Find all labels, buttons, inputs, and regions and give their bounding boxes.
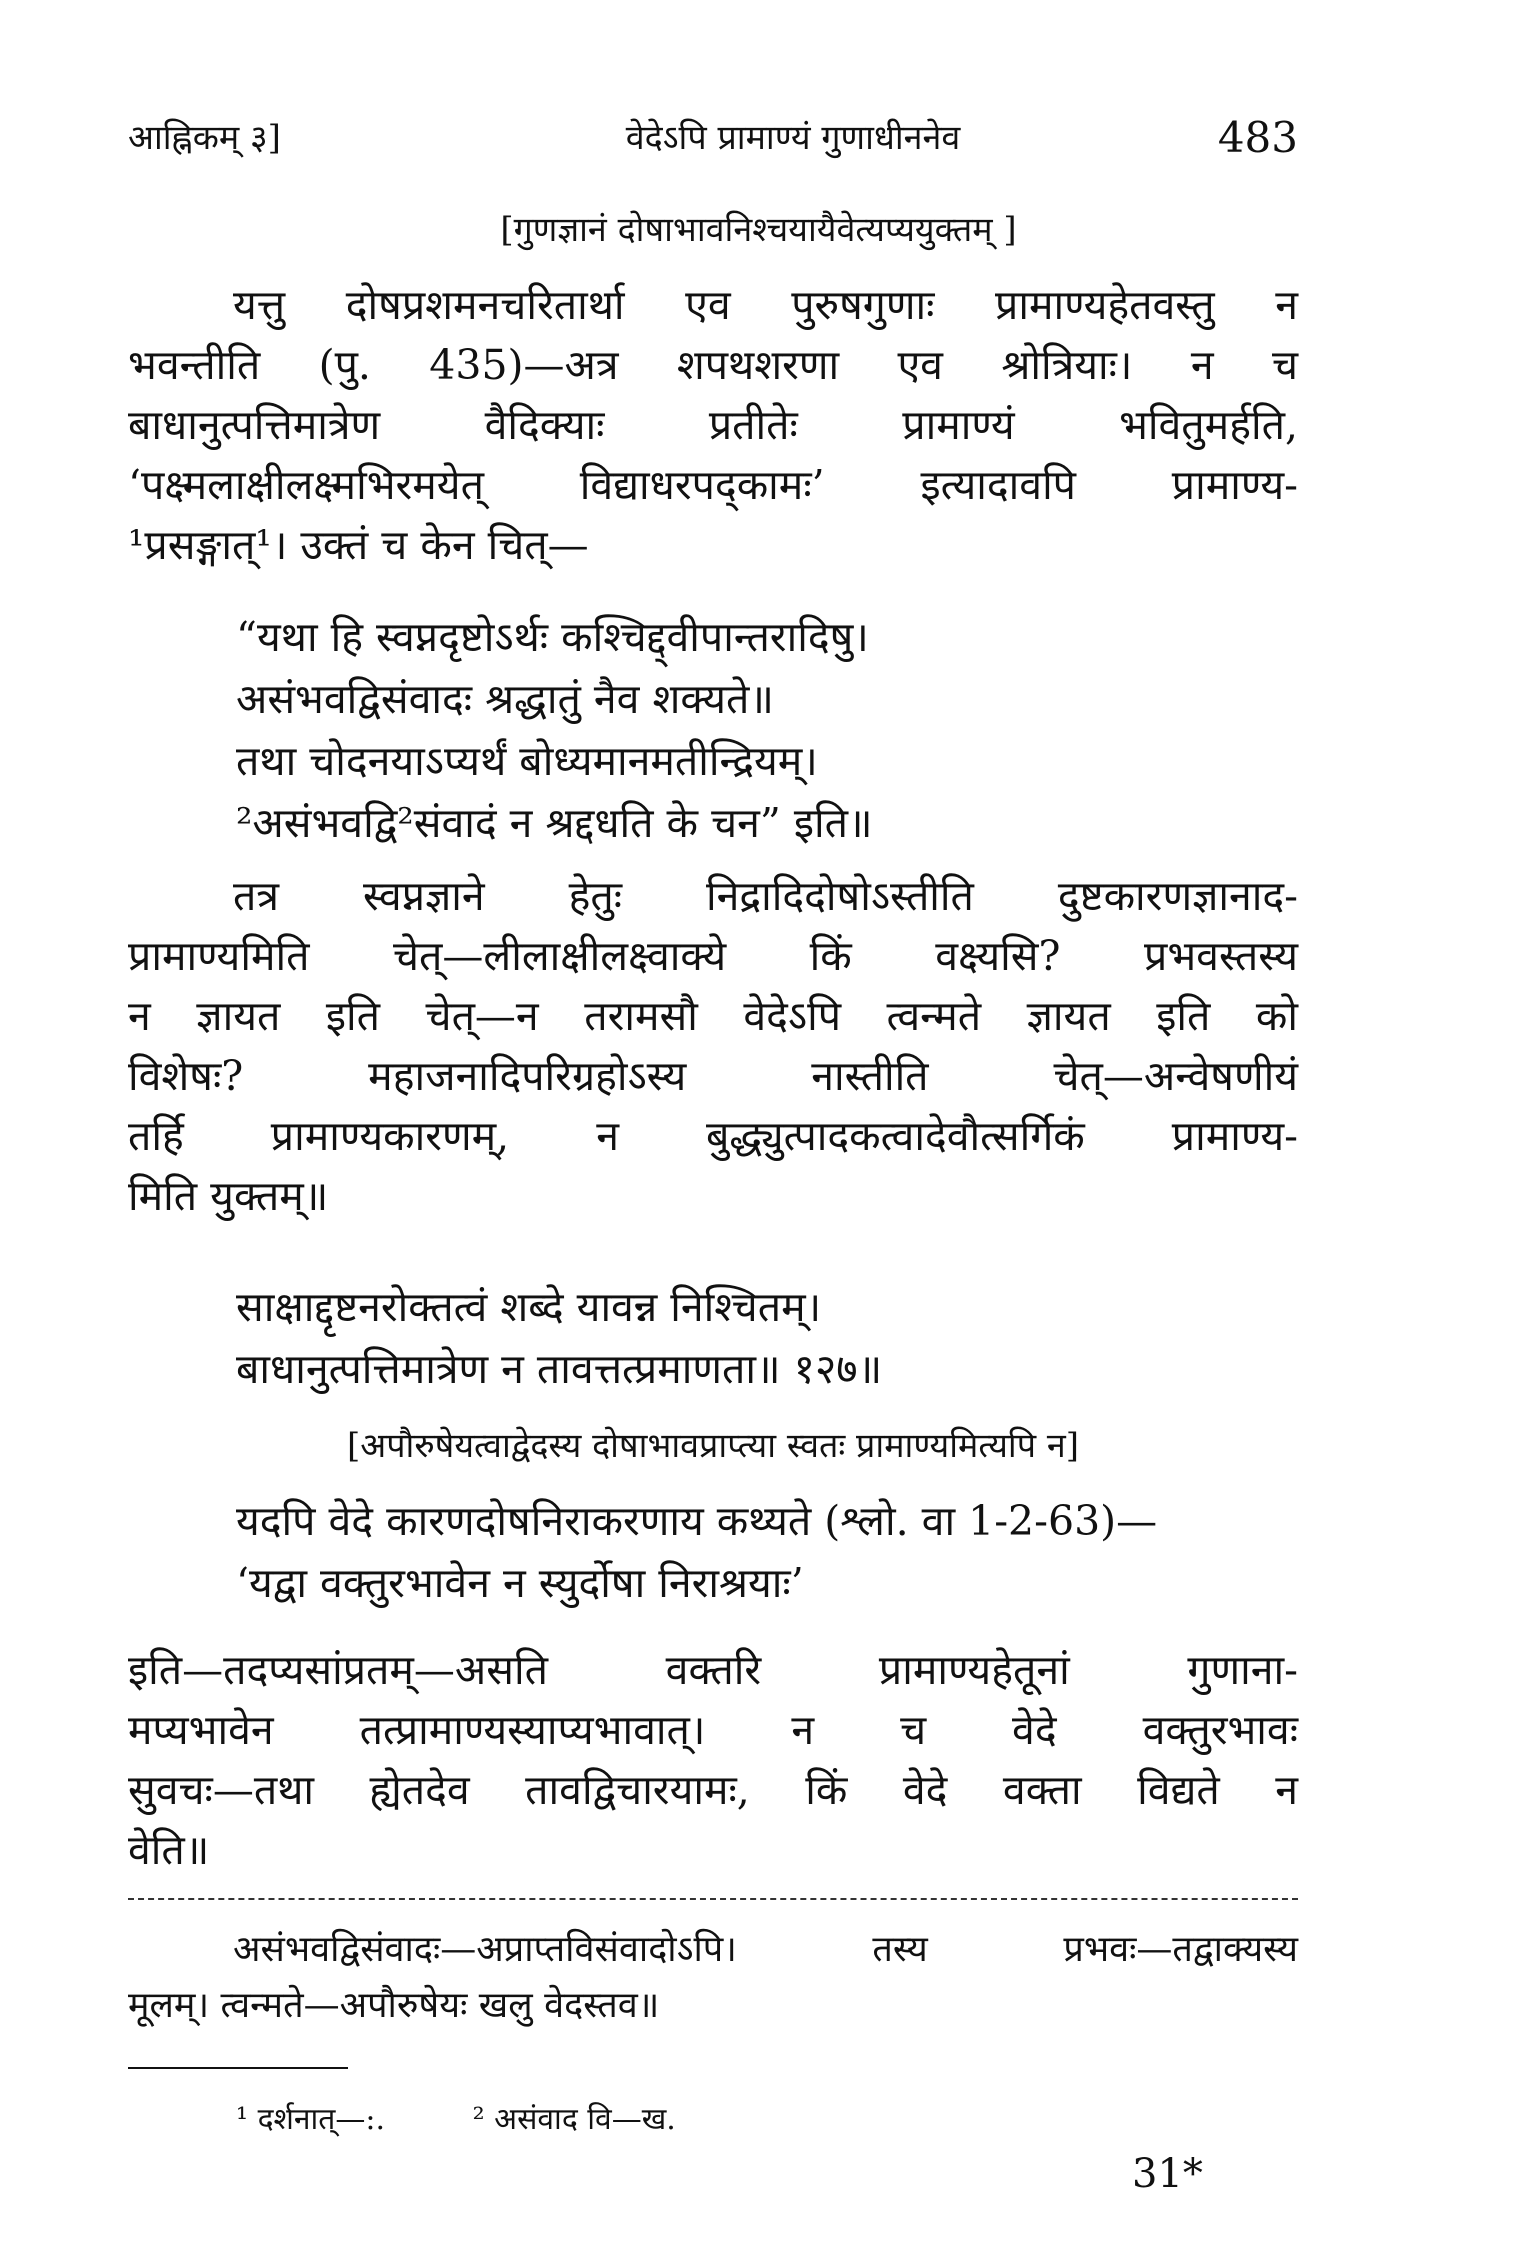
paragraph-2 [128,866,1298,1226]
paragraph-line: मप्यभावेन तत्प्रामाण्यस्याप्यभावात्। न च वेदे वक्तुरभावः [128,1706,1298,1754]
verse-block-1 [236,606,1296,854]
verse-line: “यथा हि स्वप्नदृष्टोऽर्थः कश्चिद्द्वीपान्तरादिषु। [236,613,869,661]
paragraph-line: बाधानुत्पत्तिमात्रेण वैदिक्याः प्रतीतेः प्रामाण्यं भवितुमर्हति, [128,401,1298,449]
verse-block-2 [236,1276,1296,1400]
paragraph-line: ‘पक्ष्मलाक्षीलक्ष्मभिरमयेत् विद्याधरपद्कामः’ इत्यादावपि प्रामाण्य- [128,461,1298,509]
paragraph-line: तर्हि प्रामाण्यकारणम्, न बुद्ध्युत्पादकत्वादेवौत्सर्गिकं प्रामाण्य- [128,1112,1298,1160]
running-header [128,108,1298,168]
verse-line: असंभवद्विसंवादः श्रद्धातुं नैव शक्यते॥ [236,675,774,723]
commentary [128,1922,1298,2034]
quotation-line: ‘यद्वा वक्तुरभावेन न स्युर्दोषा निराश्रयाः’ [236,1559,804,1607]
header-title: वेदेऽपि प्रामाण्यं गुणाधीननेव [625,118,961,158]
paragraph-line: प्रामाण्यमिति चेत्—लीलाक्षीलक्ष्वाक्ये किं वक्ष्यसि? प्रभवस्तस्य [128,932,1298,980]
paragraph-line: यत्तु दोषप्रशमनचरितार्था एव पुरुषगुणाः प्रामाण्यहेतवस्तु न [233,281,1298,329]
commentary-line: मूलम्। त्वन्मते—अपौरुषेयः खलु वेदस्तव॥ [128,1985,660,2026]
footnote-2: ² असंवाद वि—ख. [472,2102,676,2137]
commentary-divider [128,1898,1298,1900]
verse-line: ²असंभवद्वि²संवादं न श्रद्दधति के चन” इति॥ [236,799,873,847]
footnotes [236,2098,936,2142]
paragraph-line: तत्र स्वप्नज्ञाने हेतुः निद्रादिदोषोऽस्तीति दुष्टकारणज्ञानाद- [233,872,1298,920]
paragraph-line: इति—तदप्यसांप्रतम्—असति वक्तरि प्रामाण्यहेतूनां गुणाना- [128,1646,1298,1694]
paragraph-line: यदपि वेदे कारणदोषनिराकरणाय कथ्यते (श्लो. वा 1-2-63)— [236,1497,1158,1545]
paragraph-line: ¹प्रसङ्गात्¹। उक्तं च केन चित्— [128,521,589,569]
section-heading: [अपौरुषेयत्वाद्वेदस्य दोषाभावप्राप्त्या स्वतः प्रामाण्यमित्यपि न] [346,1426,1079,1466]
paragraph-line: विशेषः? महाजनादिपरिग्रहोऽस्य नास्तीति चेत्—अन्वेषणीयं [128,1052,1298,1100]
paragraph-line: न ज्ञायत इति चेत्—न तरामसौ वेदेऽपि त्वन्मते ज्ञायत इति को [128,992,1298,1040]
footnote-1: ¹ दर्शनात्—:. [236,2102,386,2137]
paragraph-3 [236,1490,1298,1614]
header-left: आह्निकम् ३] [128,118,281,158]
commentary-line: असंभवद्विसंवादः—अप्राप्तविसंवादोऽपि। तस्य प्रभवः—तद्वाक्यस्य [233,1929,1298,1970]
printer-signature: 31* [1132,2151,1203,2197]
paragraph-line: वेति॥ [128,1826,210,1874]
footnote-divider [128,2067,348,2069]
paragraph-line: सुवचः—तथा ह्येतदेव तावद्विचारयामः, किं वेदे वक्ता विद्यते न [128,1766,1298,1814]
page-number: 483 [1217,113,1298,162]
paragraph-4 [128,1640,1298,1880]
verse-line: तथा चोदनयाऽप्यर्थं बोध्यमानमतीन्द्रियम्। [236,737,818,785]
paragraph-1 [128,275,1298,575]
paragraph-line: मिति युक्तम्॥ [128,1172,329,1220]
paragraph-line: भवन्तीति (पु. 435)—अत्र शपथशरणा एव श्रोत्रियाः। न च [128,341,1298,389]
section-heading: [गुणज्ञानं दोषाभावनिश्चयायैवेत्यप्ययुक्तम् ] [500,210,1017,250]
verse-line: बाधानुत्पत्तिमात्रेण न तावत्तत्प्रमाणता॥ १२७॥ [236,1345,883,1393]
verse-line: साक्षाद्दृष्टनरोक्तत्वं शब्दे यावन्न निश्चितम्। [236,1283,822,1331]
